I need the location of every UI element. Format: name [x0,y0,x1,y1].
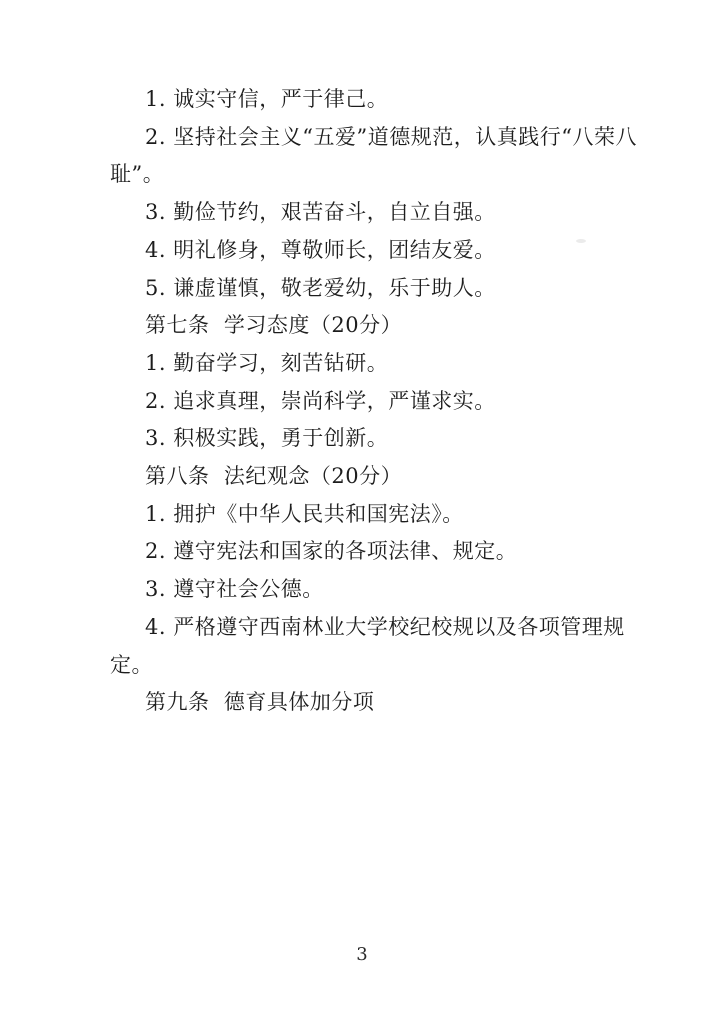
page-number: 3 [356,944,368,965]
text-line: 3. 遵守社会公德。 [145,577,324,602]
text-line: 耻”。 [110,162,165,187]
text-line: 4. 严格遵守西南林业大学校纪校规以及各项管理规定。 [110,614,625,677]
section-heading: 第九条 德育具体加分项 [145,690,375,715]
section-heading: 第八条 法纪观念（20分） [145,464,403,489]
text-line: 4. 明礼修身，尊敬师长，团结友爱。 [145,237,496,262]
text-line: 1. 诚实守信，严于律己。 [145,87,389,111]
text-line: 1. 勤奋学习，刻苦钻研。 [145,350,389,375]
text-line: 1. 拥护《中华人民共和国宪法》。 [145,501,464,526]
text-line: 2. 追求真理，崇尚科学，严谨求实。 [145,388,496,413]
text-line: 2. 坚持社会主义“五爱”道德规范，认真践行“八荣八 [145,124,637,149]
text-line: 2. 遵守宪法和国家的各项法律、规定。 [145,539,518,564]
text-line: 3. 勤俭节约，艰苦奋斗，自立自强。 [145,200,496,225]
document-body [110,81,637,722]
text-line: 3. 积极实践，勇于创新。 [145,426,389,451]
section-heading: 第七条 学习态度（20分） [145,313,403,338]
text-line: 5. 谦虚谨慎，敬老爱幼，乐于助人。 [145,275,496,300]
scan-artifact [576,239,586,243]
